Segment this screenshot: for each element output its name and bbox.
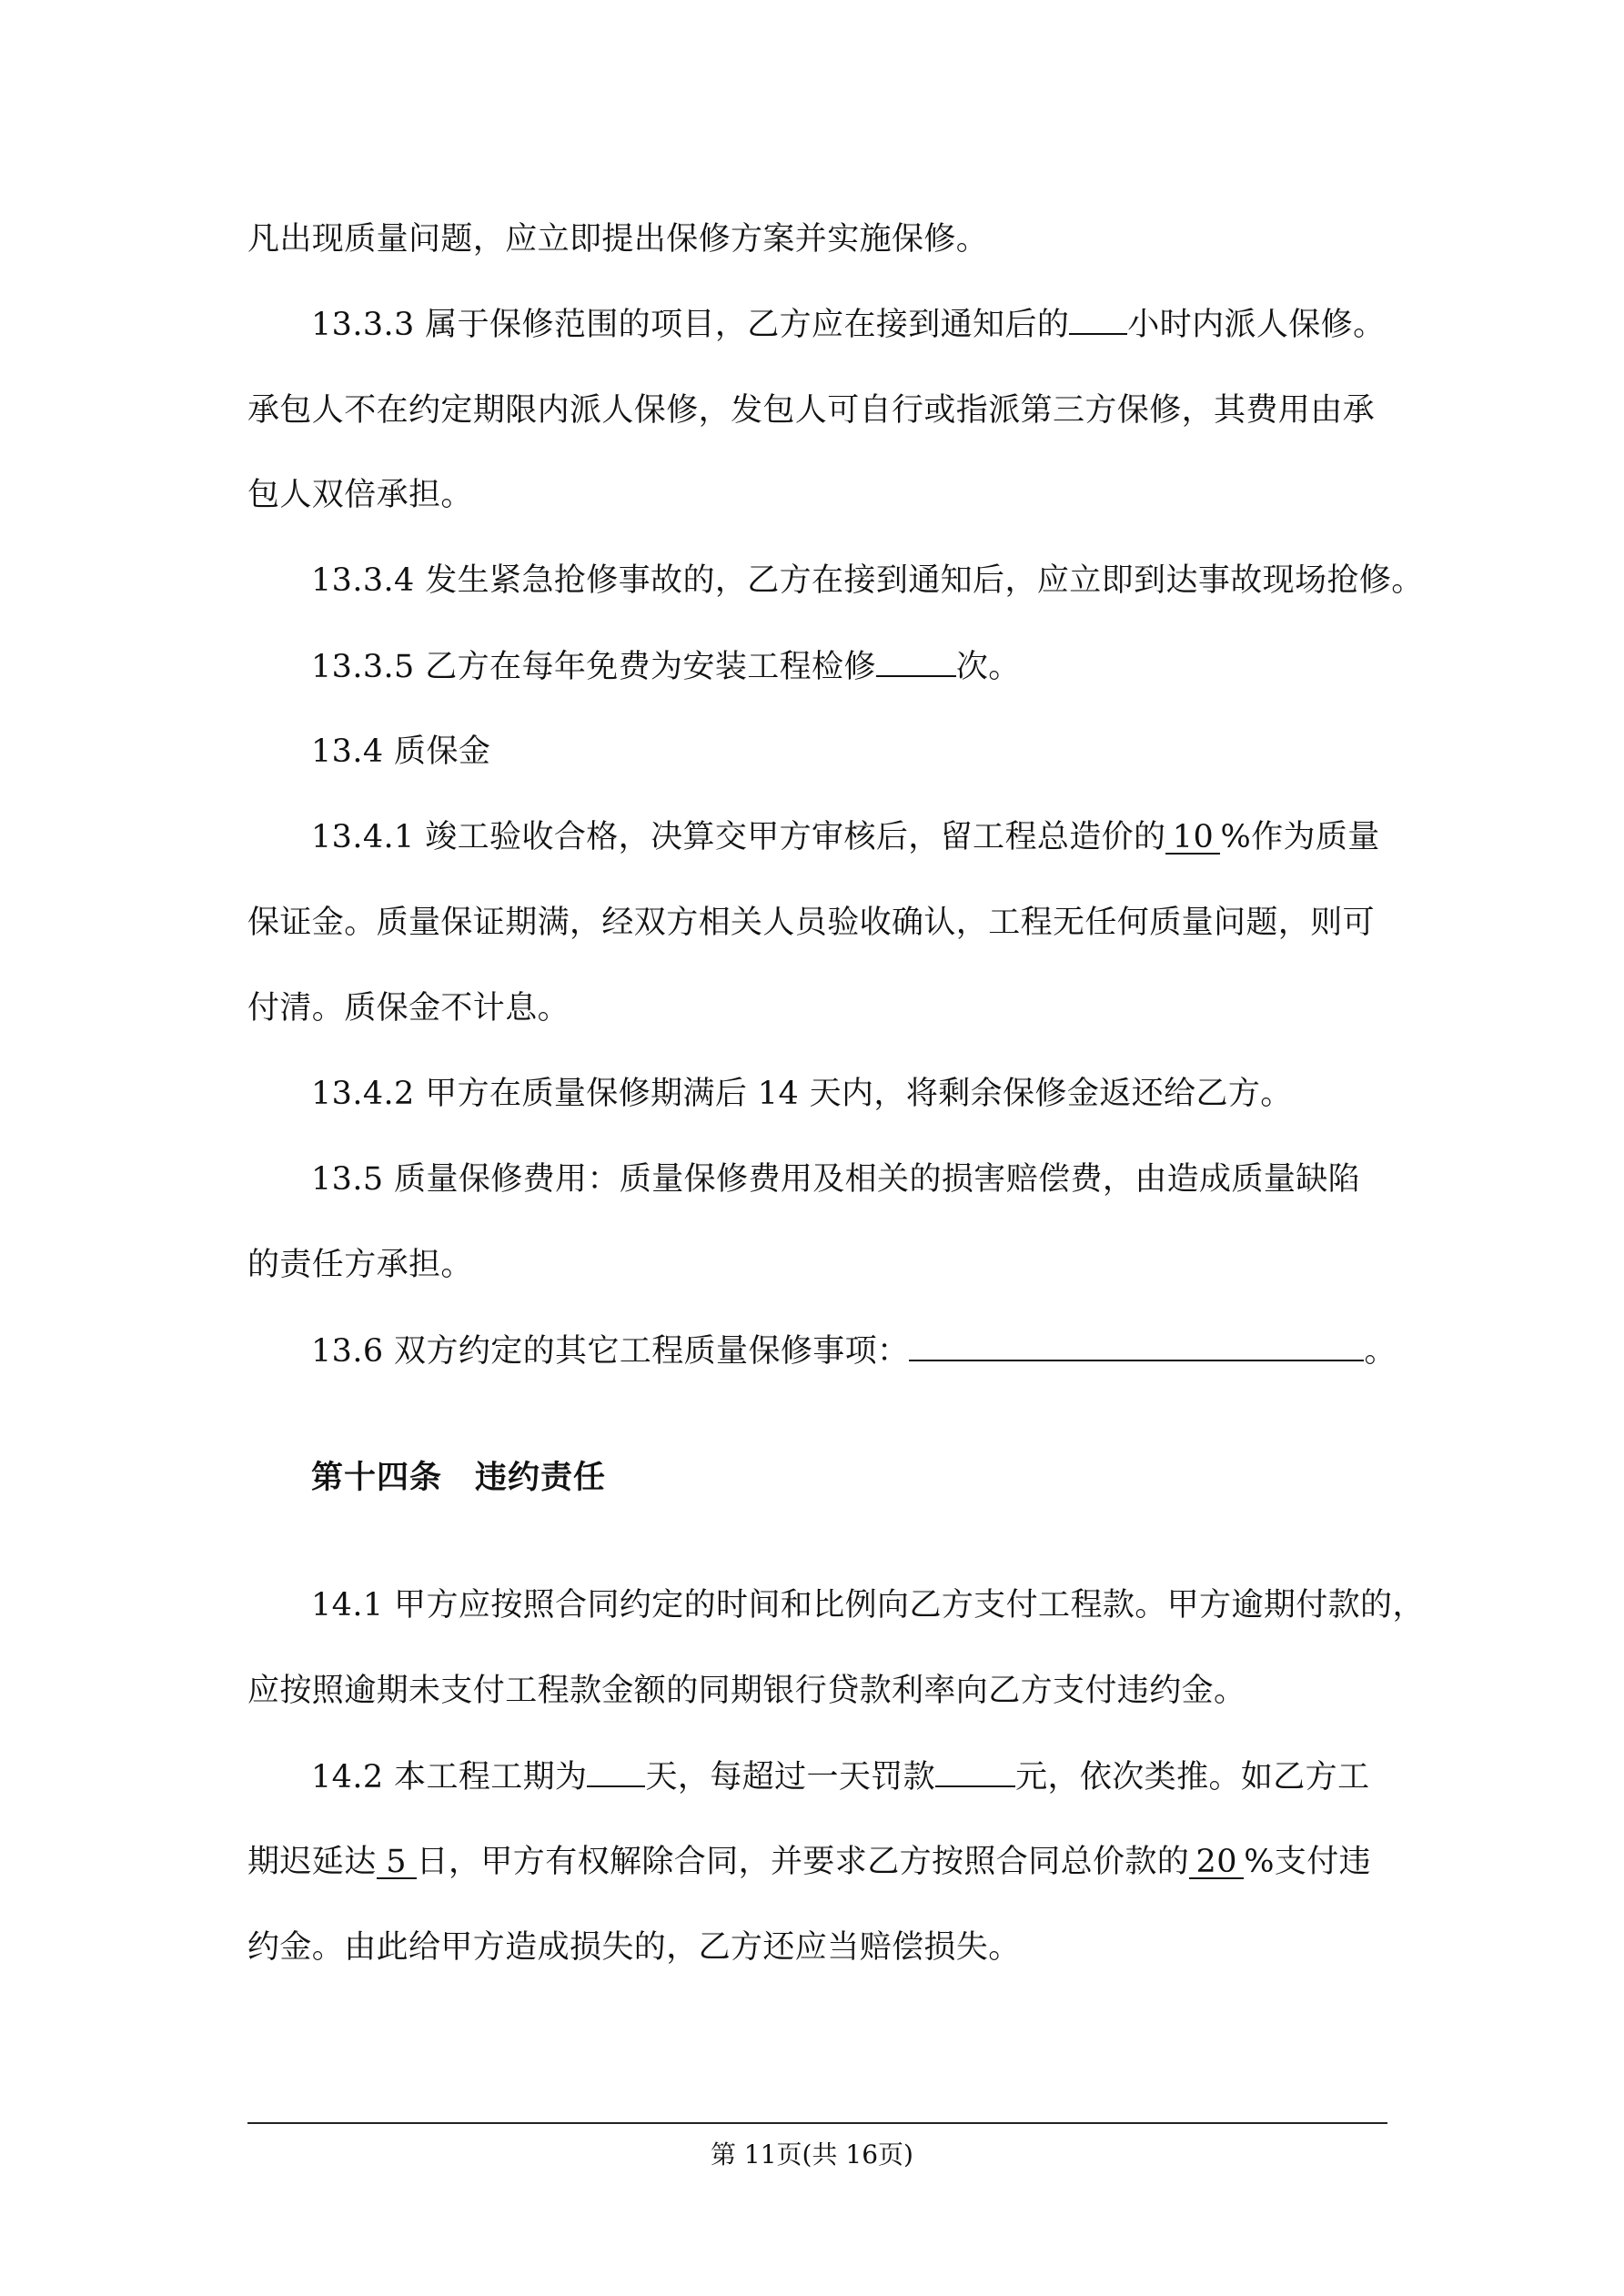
- text: 13.4 质保金: [311, 733, 491, 770]
- filled-value-days: 5: [377, 1846, 417, 1879]
- heading-number: 第十四条: [311, 1460, 443, 1496]
- paragraph-line: [247, 986, 1394, 1030]
- text: 13.4.2 甲方在质量保修期满后 14 天内，将剩余保修金返还给乙方。: [311, 1076, 1293, 1112]
- text: 期迟延达: [247, 1844, 377, 1880]
- text: %作为质量: [1220, 819, 1380, 855]
- text: 13.3.3 属于保修范围的项目，乙方应在接到通知后的: [311, 307, 1070, 343]
- section-heading: [311, 1456, 1394, 1500]
- text: 13.6 双方约定的其它工程质量保修事项：: [311, 1333, 910, 1370]
- text: 。: [1364, 1333, 1397, 1370]
- filled-value-percent: 10: [1165, 822, 1220, 855]
- text: 14.2 本工程工期为: [311, 1759, 588, 1795]
- text: 承包人不在约定期限内派人保修，发包人可自行或指派第三方保修，其费用由承: [247, 392, 1376, 429]
- blank-days: [587, 1755, 645, 1787]
- paragraph-line: [247, 1840, 1394, 1884]
- text: 保证金。质量保证期满，经双方相关人员验收确认，工程无任何质量问题，则可: [247, 905, 1376, 941]
- heading-title: 违约责任: [475, 1460, 607, 1496]
- text: 13.5 质量保修费用：质量保修费用及相关的损害赔偿费，由造成质量缺陷: [311, 1161, 1361, 1198]
- clause-13-3-5: [311, 644, 1394, 689]
- blank-times: [876, 644, 956, 677]
- blank-penalty: [935, 1755, 1015, 1787]
- clause-14-2: [311, 1755, 1394, 1799]
- text: 的责任方承担。: [247, 1247, 473, 1283]
- text: 凡出现质量问题，应立即提出保修方案并实施保修。: [247, 221, 989, 258]
- clause-13-4-2: [311, 1072, 1394, 1116]
- blank-hours: [1069, 302, 1127, 335]
- paragraph-line: [247, 473, 1394, 517]
- clause-13-5: [311, 1158, 1394, 1201]
- text: 付清。质保金不计息。: [247, 990, 570, 1027]
- page-number: 第 11页(共 16页): [711, 2139, 913, 2170]
- text: 包人双倍承担。: [247, 477, 473, 513]
- text: 次。: [955, 649, 1021, 685]
- text: 小时内派人保修。: [1127, 307, 1386, 343]
- clause-13-3-3: [311, 302, 1394, 347]
- filled-value-percent: 20: [1189, 1846, 1244, 1879]
- paragraph-line: [247, 389, 1394, 432]
- paragraph-line: [247, 1243, 1394, 1287]
- text: 日，甲方有权解除合同，并要求乙方按照合同总价款的: [416, 1844, 1190, 1880]
- blank-other-items: [909, 1329, 1364, 1361]
- text: 14.1 甲方应按照合同约定的时间和比例向乙方支付工程款。甲方逾期付款的，: [311, 1587, 1425, 1623]
- text: 13.3.5 乙方在每年免费为安装工程检修: [311, 649, 876, 685]
- paragraph-line: [247, 1926, 1394, 1969]
- clause-13-6: [311, 1329, 1397, 1373]
- text: 应按照逾期未支付工程款金额的同期银行贷款利率向乙方支付违约金。: [247, 1673, 1246, 1709]
- clause-13-4-1: [311, 815, 1394, 859]
- clause-13-4: [311, 730, 1394, 774]
- paragraph-line: [247, 901, 1394, 945]
- text: 约金。由此给甲方造成损失的，乙方还应当赔偿损失。: [247, 1929, 1021, 1966]
- footer-divider: [247, 2122, 1387, 2124]
- clause-13-3-4: [311, 559, 1424, 602]
- text: 天，每超过一天罚款: [645, 1759, 936, 1795]
- text: 13.3.4 发生紧急抢修事故的，乙方在接到通知后，应立即到达事故现场抢修。: [311, 562, 1424, 599]
- paragraph-line: [247, 1669, 1394, 1713]
- clause-14-1: [311, 1583, 1425, 1627]
- text: 13.4.1 竣工验收合格，决算交甲方审核后，留工程总造价的: [311, 819, 1166, 855]
- paragraph-line: [247, 217, 1394, 261]
- text: %支付违: [1244, 1844, 1372, 1880]
- text: 元，依次类推。如乙方工: [1015, 1759, 1370, 1795]
